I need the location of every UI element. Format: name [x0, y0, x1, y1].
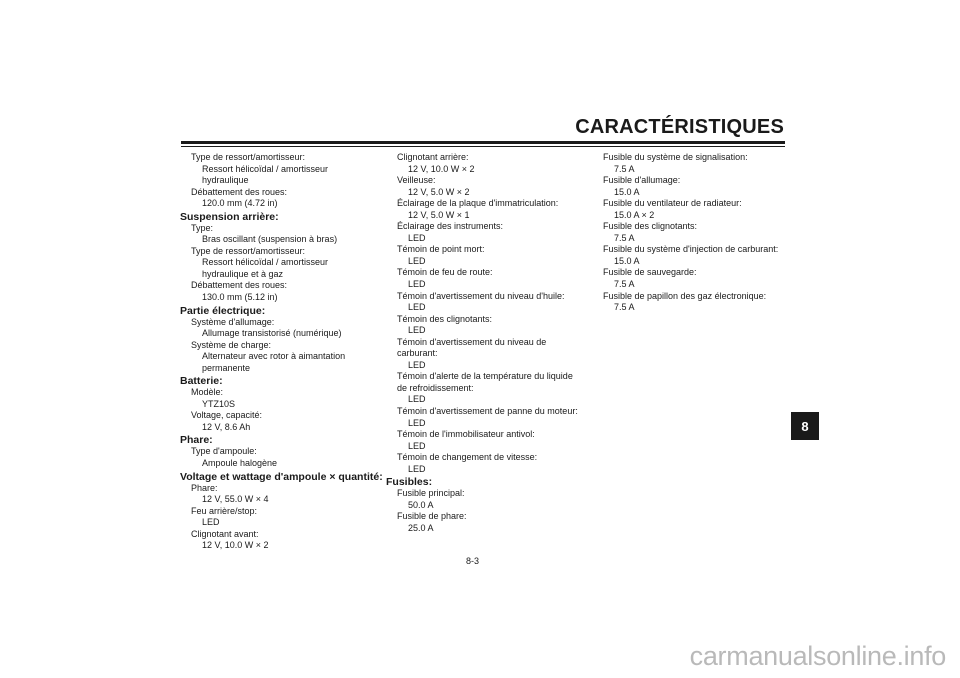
spec-value: Ampoule halogène [202, 458, 278, 469]
spec-label: Modèle: [191, 387, 224, 398]
section-heading: Partie électrique: [180, 304, 266, 317]
spec-value: LED [408, 302, 426, 313]
spec-value: 25.0 A [408, 522, 434, 533]
spec-label: Témoin des clignotants: [397, 313, 493, 324]
spec-label: Voltage, capacité: [191, 410, 263, 421]
spec-value: LED [408, 279, 426, 290]
spec-column-1 [180, 152, 390, 552]
spec-label: Type de ressort/amortisseur: [191, 152, 306, 162]
spec-label: Témoin de l'immobilisateur antivol: [397, 429, 535, 440]
spec-value: 15.0 A [614, 186, 640, 197]
spec-column-2 [386, 152, 596, 535]
section-heading: Batterie: [180, 375, 223, 388]
spec-value: YTZ10S [202, 398, 236, 409]
header-rule-thin [181, 146, 785, 147]
spec-value: 12 V, 5.0 W × 2 [408, 186, 470, 197]
spec-value: 130.0 mm (5.12 in) [202, 292, 278, 303]
spec-label: Fusible du système d'injection de carburant: [603, 244, 779, 255]
spec-value: hydraulique [202, 175, 249, 186]
spec-label: Fusible du système de signalisation: [603, 152, 748, 162]
spec-label: Éclairage de la plaque d'immatriculation: [397, 198, 559, 209]
section-heading: Phare: [180, 434, 213, 447]
spec-value: LED [408, 463, 426, 474]
spec-label: Système d'allumage: [191, 316, 275, 327]
spec-value: LED [408, 232, 426, 243]
page-number: 8-3 [466, 556, 480, 566]
spec-label: Fusible de sauvegarde: [603, 267, 697, 278]
spec-value: LED [408, 440, 426, 451]
spec-label: Type de ressort/amortisseur: [191, 245, 306, 256]
spec-label: Phare: [191, 482, 218, 493]
spec-value: LED [408, 359, 426, 370]
spec-value: 12 V, 10.0 W × 2 [408, 163, 475, 174]
spec-value: 12 V, 10.0 W × 2 [202, 540, 269, 551]
spec-label: Témoin de point mort: [397, 244, 485, 255]
spec-label: Témoin de feu de route: [397, 267, 493, 278]
spec-label: Fusible du ventilateur de radiateur: [603, 198, 742, 209]
spec-label: Fusible des clignotants: [603, 221, 698, 232]
page-title: CARACTÉRISTIQUES [575, 116, 784, 138]
watermark: carmanualsonline.info [689, 641, 946, 671]
spec-value: LED [408, 417, 426, 428]
spec-value: 7.5 A [614, 163, 635, 174]
spec-value: 7.5 A [614, 302, 635, 313]
spec-value: LED [408, 325, 426, 336]
spec-value: Ressort hélicoïdal / amortisseur [202, 163, 329, 174]
spec-label: Témoin d'avertissement du niveau d'huile: [397, 290, 565, 301]
spec-label: Clignotant arrière: [397, 152, 469, 162]
spec-label: Témoin de changement de vitesse: [397, 452, 538, 463]
spec-label: de refroidissement: [397, 382, 474, 393]
spec-label: Fusible de phare: [397, 511, 467, 522]
spec-value: 7.5 A [614, 279, 635, 290]
spec-value: hydraulique et à gaz [202, 268, 284, 279]
spec-value: Allumage transistorisé (numérique) [202, 328, 342, 339]
spec-label: Feu arrière/stop: [191, 505, 258, 516]
spec-label: Témoin d'avertissement du niveau de [397, 336, 547, 347]
section-heading: Suspension arrière: [180, 210, 279, 223]
spec-value: LED [202, 517, 220, 528]
spec-label: Fusible de papillon des gaz électronique: [603, 290, 767, 301]
spec-label: Débattement des roues: [191, 280, 288, 291]
spec-value: 15.0 A [614, 255, 640, 266]
spec-label: Système de charge: [191, 339, 272, 350]
spec-label: Témoin d'avertissement de panne du moteur: [397, 406, 578, 417]
spec-value: 7.5 A [614, 232, 635, 243]
spec-value: 15.0 A × 2 [614, 209, 655, 220]
header-rule-thick [181, 141, 785, 144]
spec-label: Éclairage des instruments: [397, 221, 504, 232]
section-heading: Fusibles: [386, 476, 433, 489]
spec-column-3 [592, 152, 802, 314]
spec-label: Clignotant avant: [191, 528, 259, 539]
spec-value: 50.0 A [408, 499, 434, 510]
spec-label: Type d'ampoule: [191, 446, 257, 457]
spec-value: 12 V, 8.6 Ah [202, 421, 251, 432]
spec-label: Type: [191, 222, 214, 233]
spec-label: Débattement des roues: [191, 186, 288, 197]
section-heading: Voltage et wattage d'ampoule × quantité: [180, 470, 383, 483]
spec-value: 12 V, 55.0 W × 4 [202, 494, 269, 505]
spec-label: Témoin d'alerte de la température du liquide [397, 371, 573, 382]
spec-value: Ressort hélicoïdal / amortisseur [202, 257, 329, 268]
spec-value: LED [408, 394, 426, 405]
spec-value: 120.0 mm (4.72 in) [202, 198, 278, 209]
spec-value: Alternateur avec rotor à aimantation [202, 351, 346, 362]
spec-value: 12 V, 5.0 W × 1 [408, 209, 470, 220]
chapter-tab[interactable]: 8 [791, 412, 819, 440]
spec-value: permanente [202, 362, 251, 373]
spec-label: Veilleuse: [397, 175, 436, 186]
spec-label: carburant: [397, 348, 438, 359]
spec-value: Bras oscillant (suspension à bras) [202, 234, 338, 245]
spec-label: Fusible d'allumage: [603, 175, 681, 186]
spec-value: LED [408, 255, 426, 266]
spec-label: Fusible principal: [397, 488, 465, 499]
